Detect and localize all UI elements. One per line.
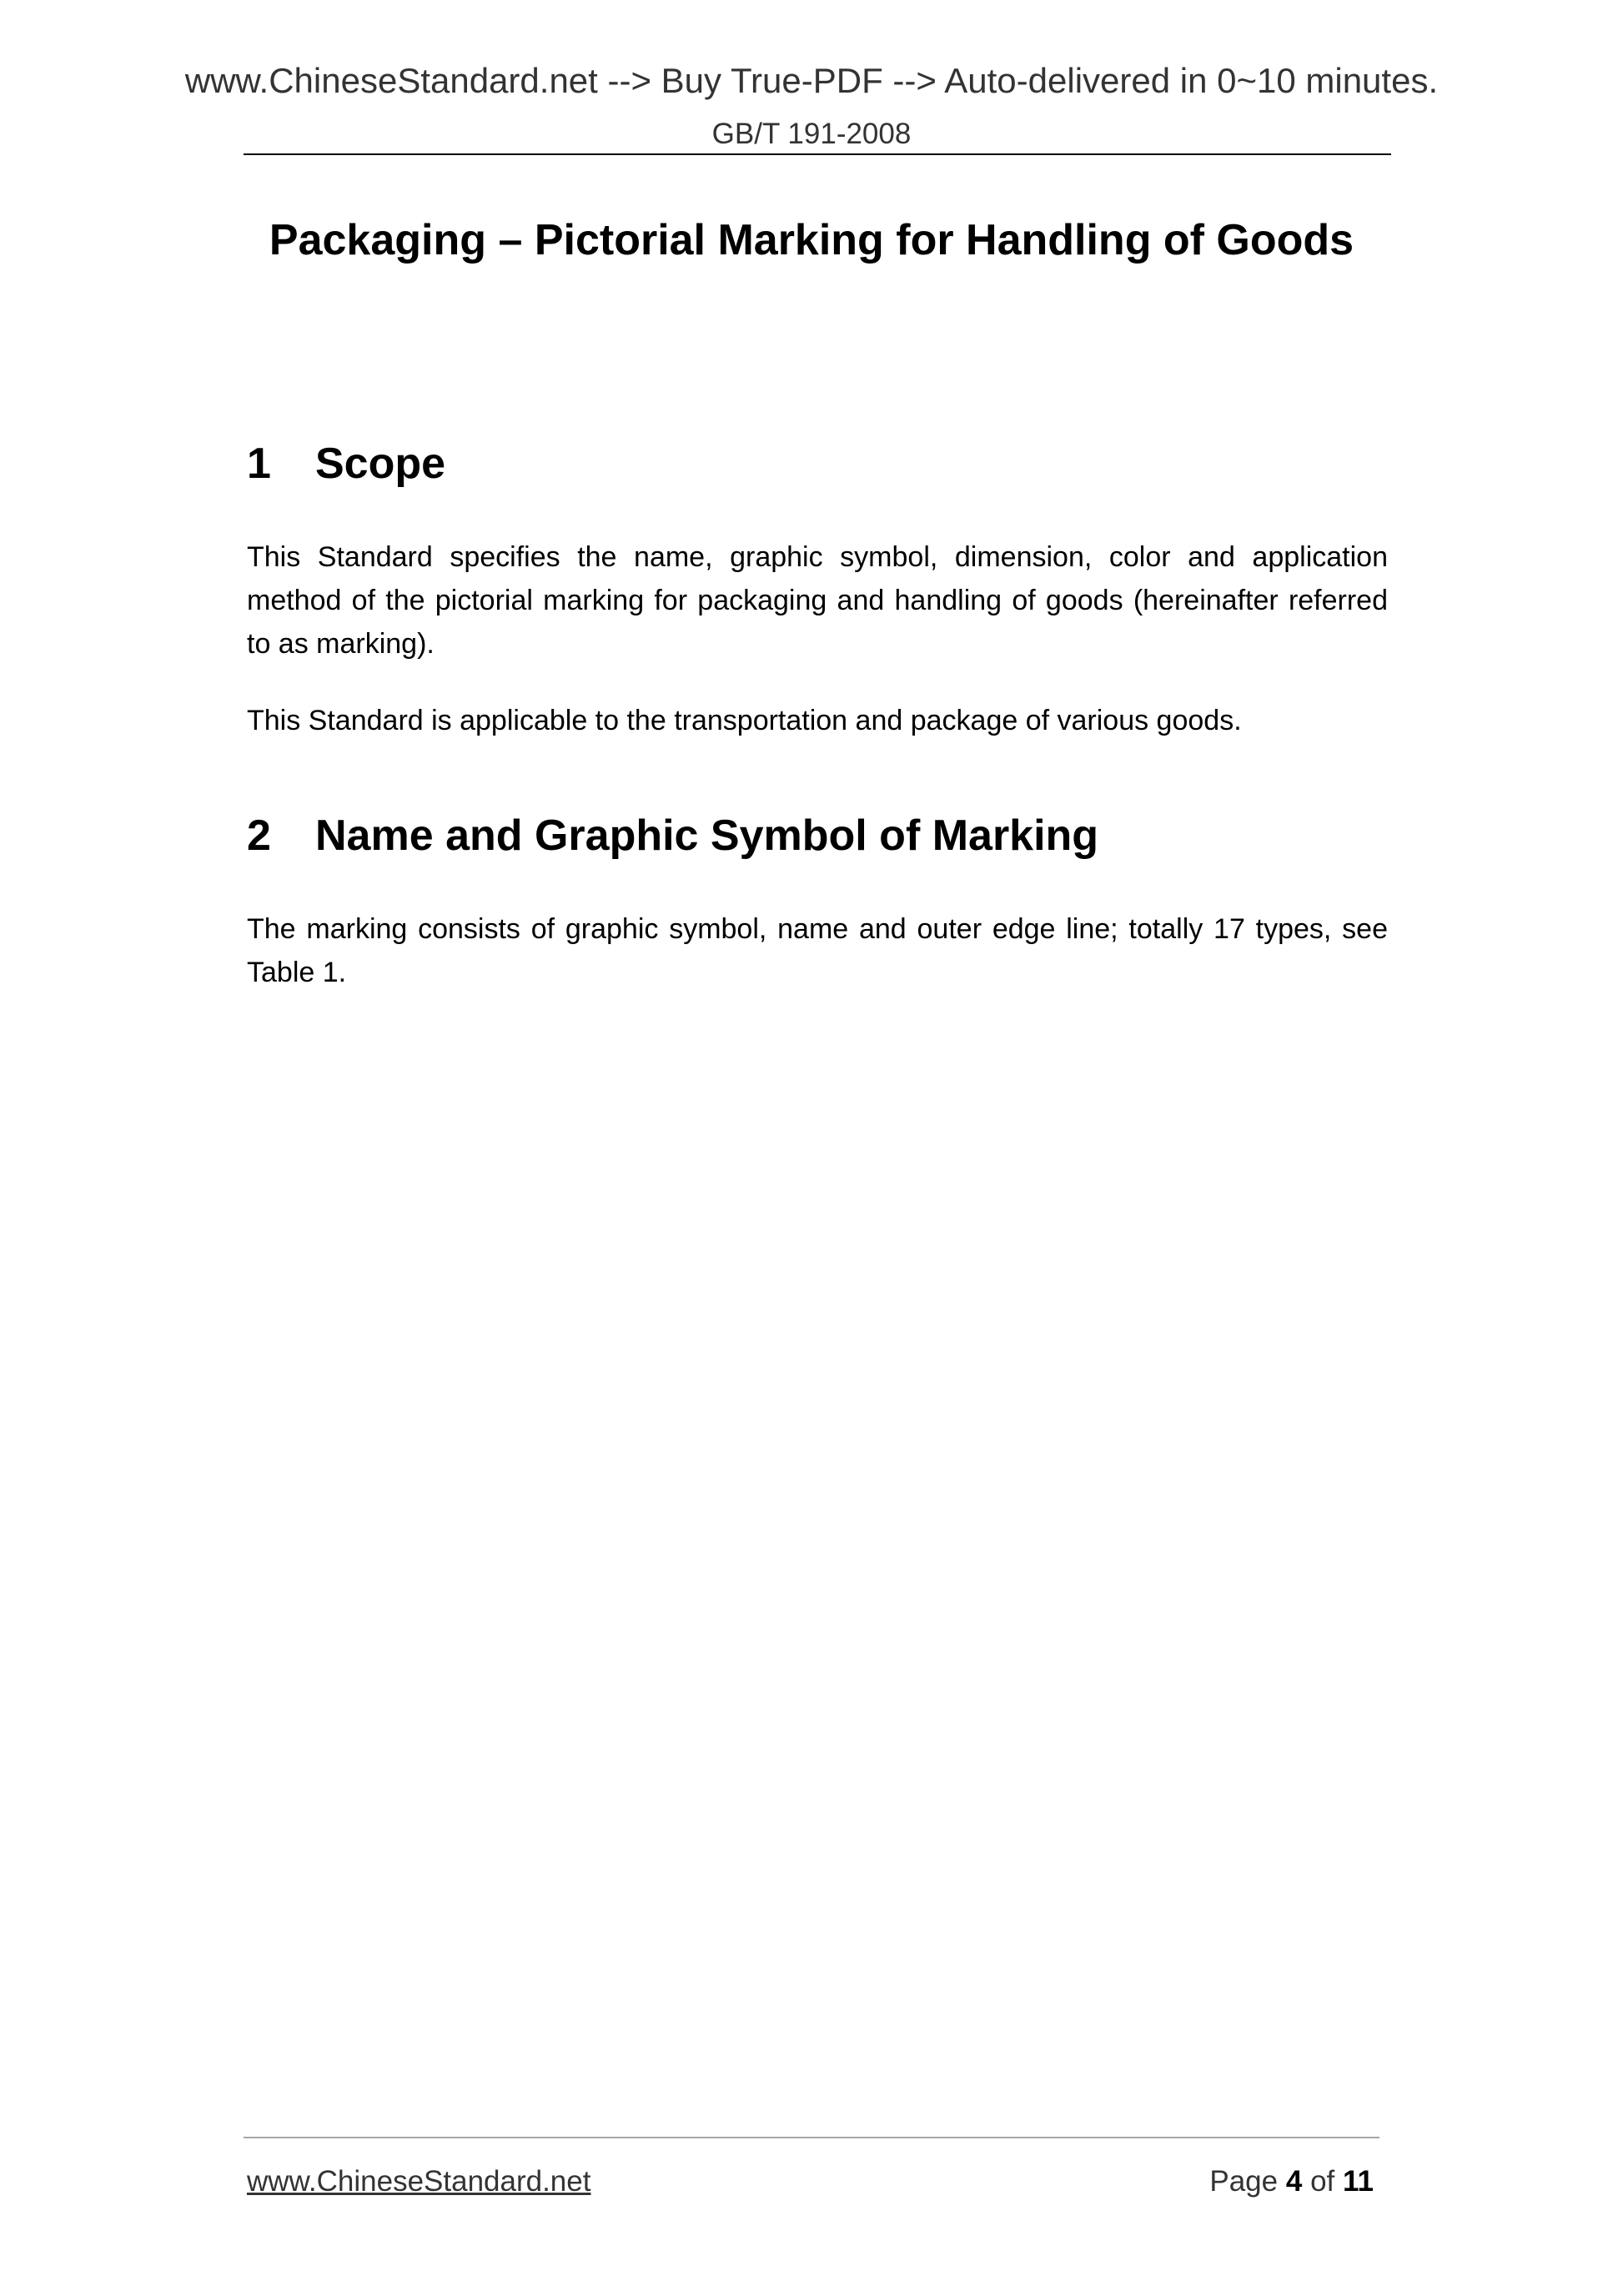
marking-paragraph-1: The marking consists of graphic symbol, name and outer edge line; totally 17 types, see Table 1. [247,913,1388,988]
page-of: of [1310,2165,1335,2198]
page-current: 4 [1285,2165,1303,2198]
footer-divider [244,2137,1379,2138]
page-indicator [1209,2167,1374,2196]
standard-code: GB/T 191-2008 [711,118,912,150]
scope-paragraph-2: This Standard is applicable to the transportation and package of various goods. [247,705,1242,736]
header-divider [244,153,1391,155]
page-prefix: Page [1209,2165,1279,2198]
section-number: 2 [247,811,271,860]
page-total: 11 [1343,2165,1374,2198]
section-title: Scope [315,440,446,488]
footer-website-link[interactable]: www.ChineseStandard.net [247,2165,591,2198]
header-banner: www.ChineseStandard.net --> Buy True-PDF --> Auto-delivered in 0~10 minutes. [184,61,1439,100]
scope-paragraph-1: This Standard specifies the name, graphic symbol, dimension, color and application method of the pictorial marking for packaging and handling of goods (hereinafter referred to as marking). [247,541,1388,660]
section-heading-name-graphic-symbol [247,811,1099,860]
section-heading-scope [247,440,446,488]
section-title: Name and Graphic Symbol of Marking [315,811,1099,860]
document-title: Packaging – Pictorial Marking for Handling of Goods [269,216,1354,264]
section-number: 1 [247,440,271,488]
